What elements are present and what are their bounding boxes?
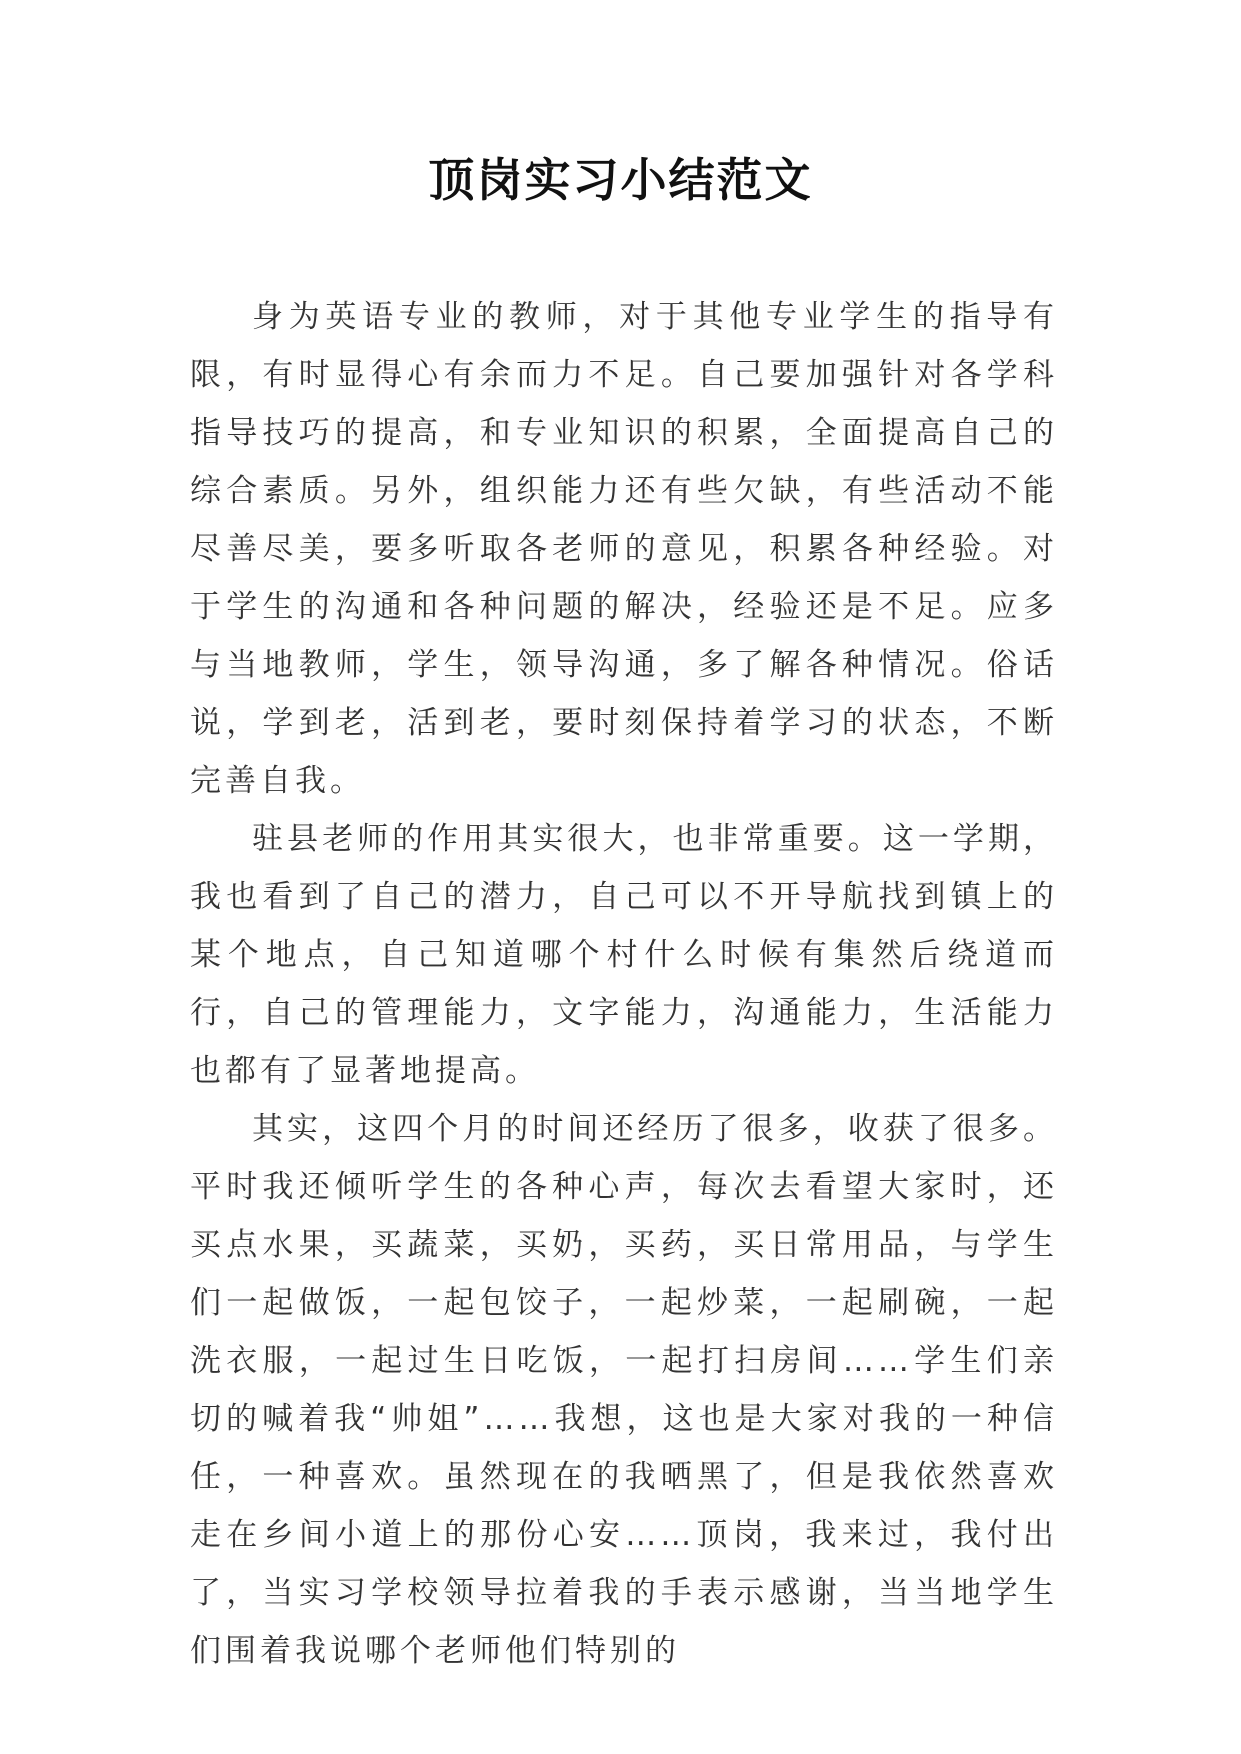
paragraph: 其实，这四个月的时间还经历了很多，收获了很多。平时我还倾听学生的各种心声，每次去看望大家时，还买点水果，买蔬菜，买奶，买药，买日常用品，与学生们一起做饭，一起包饺子，一起炒菜，一起刷碗，一起洗衣服，一起过生日吃饭，一起打扫房间……学生们亲切的喊着我“帅姐”……我想，这也是大家对我的一种信任，一种喜欢。虽然现在的我晒黑了，但是我依然喜欢走在乡间小道上的那份心安……顶岗，我来过，我付出了，当实习学校领导拉着我的手表示感谢，当当地学生们围着我说哪个老师他们特别的	[190, 1111, 1058, 1669]
paragraph: 身为英语专业的教师，对于其他专业学生的指导有限，有时显得心有余而力不足。自己要加强针对各学科指导技巧的提高，和专业知识的积累，全面提高自己的综合素质。另外，组织能力还有些欠缺，有些活动不能尽善尽美，要多听取各老师的意见，积累各种经验。对于学生的沟通和各种问题的解决，经验还是不足。应多与当地教师，学生，领导沟通，多了解各种情况。俗话说，学到老，活到老，要时刻保持着学习的状态，不断完善自我。	[190, 299, 1058, 799]
document-title: 顶岗实习小结范文	[428, 153, 813, 207]
paragraph: 驻县老师的作用其实很大，也非常重要。这一学期，我也看到了自己的潜力，自己可以不开导航找到镇上的某个地点，自己知道哪个村什么时候有集然后绕道而行，自己的管理能力，文字能力，沟通能力，生活能力也都有了显著地提高。	[190, 821, 1058, 1089]
document-body	[190, 288, 1058, 1680]
